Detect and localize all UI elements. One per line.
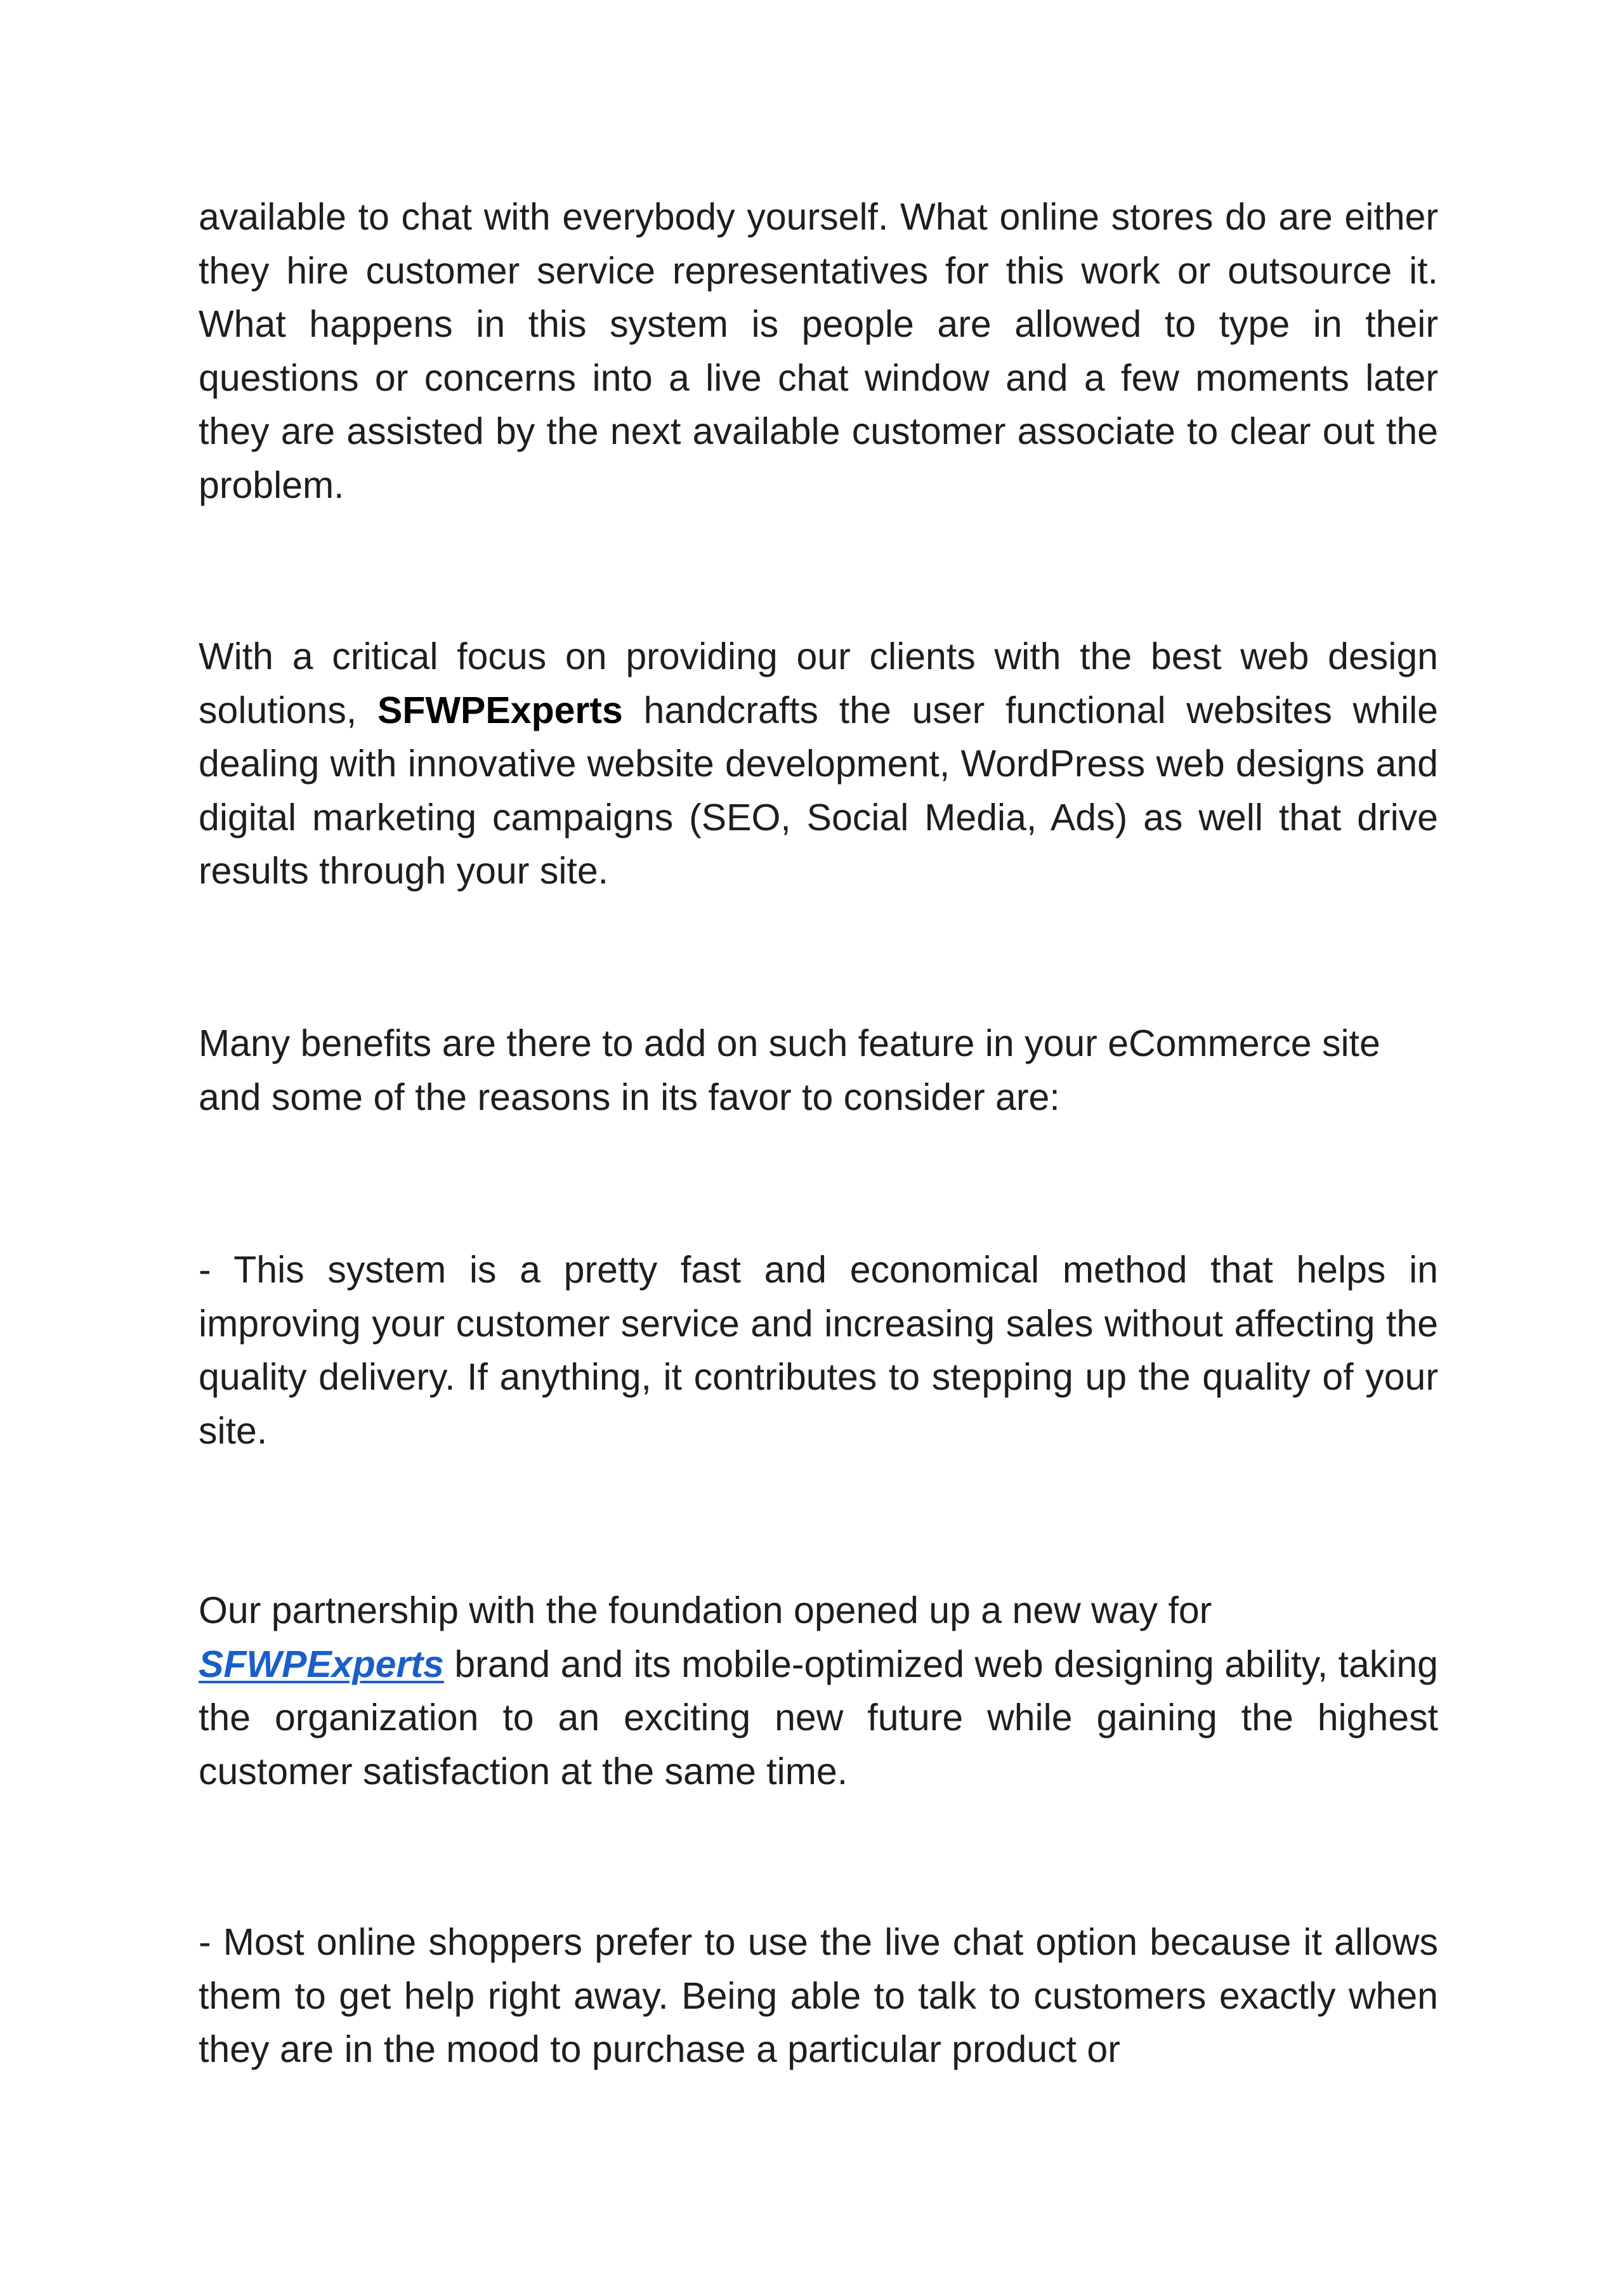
- paragraph-benefits-intro: Many benefits are there to add on such feature in your eCommerce site and some of the reasons in its favor to consider are:: [199, 1022, 1380, 1118]
- brand-name-bold: SFWPExperts: [377, 689, 623, 731]
- paragraph-first-line: Our partnership with the foundation opened up a new way for: [199, 1589, 1212, 1631]
- paragraph-benefit-help-right-away: - Most online shoppers prefer to use the live chat option because it allows them to get help right away. Being able to talk to customers exactly when they are in the mood to purchase a particular product or: [199, 1921, 1438, 2070]
- brand-link-sfwpexperts[interactable]: SFWPExperts: [199, 1643, 444, 1685]
- paragraph-sfwpexperts-services: [199, 630, 1438, 898]
- paragraph-text-after: handcrafts the user functional websites while dealing with innovative website development, WordPress web designs and digital marketing campaigns (SEO, Social Media, Ads) as well that drive results through your site.: [199, 689, 1438, 892]
- paragraph-partnership: [199, 1584, 1438, 1798]
- paragraph-text-after: brand and its mobile-optimized web designing ability, taking the organization to an exciting new future while gaining the highest customer satisfaction at the same time.: [199, 1643, 1438, 1792]
- paragraph-benefit-fast-economical: - This system is a pretty fast and economical method that helps in improving your customer service and increasing sales without affecting the quality delivery. If anything, it contributes to stepping up the quality of your site.: [199, 1249, 1438, 1452]
- paragraph-live-chat-intro: available to chat with everybody yourself. What online stores do are either they hire customer service representatives for this work or outsource it. What happens in this system is people are allowed to type in their questions or concerns into a live chat window and a few moments later they are assisted by the next available customer associate to clear out the problem.: [199, 196, 1438, 506]
- paragraph-text-before: With a critical focus on providing our clients with the best web design solutions,: [199, 636, 1438, 731]
